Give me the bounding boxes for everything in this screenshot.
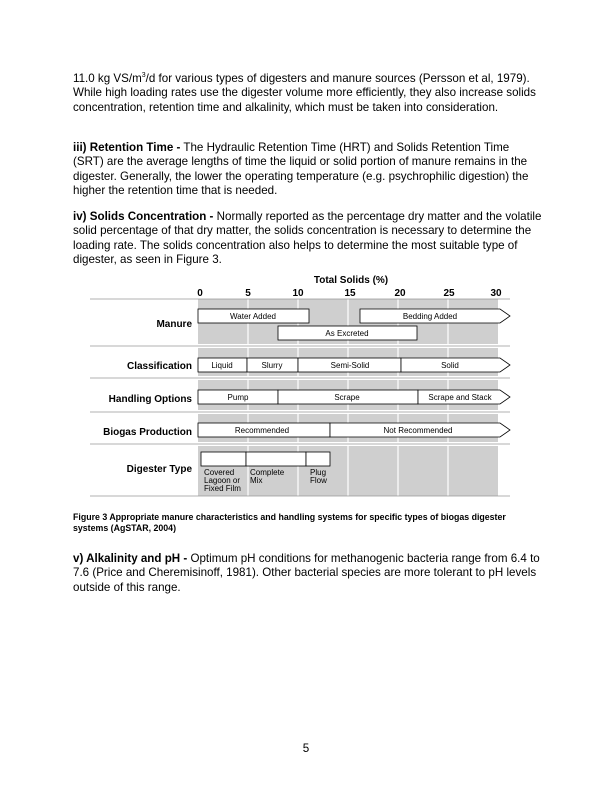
tick-label: 5 [245, 288, 251, 299]
paragraph-alkalinity [73, 552, 543, 595]
digester-label: Complete [250, 468, 285, 477]
row-label-classification: Classification [126, 361, 192, 372]
bar-complete-mix [246, 452, 306, 466]
digester-label: Mix [250, 476, 263, 485]
bar-label: Bedding Added [402, 312, 458, 321]
axis-ticks [197, 288, 502, 299]
paragraph-text: Normally reported as the percentage dry matter and the volatile solid percentage of that dry matter, the solids concentration is necessary to determine the loading rate. The solids concentration also helps to determine the most suitable type of digester, as seen in Figure 3. [73, 210, 542, 267]
bar-label: Recommended [234, 426, 290, 435]
page-number: 5 [302, 742, 310, 755]
digester-label: Covered [204, 468, 235, 477]
bar-covered-lagoon [201, 452, 246, 466]
bar-label: Solid [441, 361, 459, 370]
row-label-digester: Digester Type [126, 464, 192, 475]
tick-label: 25 [443, 288, 455, 299]
axis-title: Total Solids (%) [313, 275, 389, 286]
bar-label: As Excreted [325, 329, 369, 338]
row-label-manure: Manure [156, 319, 192, 330]
bar-label: Not Recommended [383, 426, 453, 435]
row-label-biogas: Biogas Production [103, 427, 192, 438]
section-heading: iii) Retention Time - [73, 141, 181, 154]
digester-label: Flow [310, 476, 327, 485]
paragraph-text: 11.0 kg $VS/m^3/d$ for various types of digesters and manure sources (Persson et al, 1979). While high loading rates use the digester volume more efficiently, they also increase solids concentration, retention time and alkalinity, which must be taken into consideration. [73, 72, 536, 114]
digester-label: Lagoon or [204, 476, 241, 485]
bar-label: Pump [227, 393, 249, 402]
bar-label: Slurry [261, 361, 283, 370]
bar-label: Water Added [230, 312, 276, 321]
paragraph-text: The Hydraulic Retention Time (HRT) and Solids Retention Time (SRT) are the average lengths of time the liquid or solid portion of manure remains in the digester. Generally, the lower the operating temperature (e.g. psychrophilic digestion) the higher the retention time that is needed. [73, 141, 529, 198]
bar-label: Scrape and Stack [428, 393, 492, 402]
tick-label: 0 [197, 288, 203, 299]
section-heading: v) Alkalinity and pH - [73, 552, 188, 565]
bar-label: Liquid [211, 361, 233, 370]
bar-label: Scrape [334, 393, 360, 402]
tick-label: 15 [344, 288, 356, 299]
tick-label: 10 [292, 288, 304, 299]
tick-label: 30 [490, 288, 502, 299]
paragraph-text: Optimum pH conditions for methanogenic bacteria range from 6.4 to 7.6 (Price and Cheremisinoff, 1981). Other bacterial species are more tolerant to pH levels outside of this range. [73, 552, 540, 594]
row-labels [103, 319, 192, 475]
tick-label: 20 [394, 288, 406, 299]
bar-plug-flow [306, 452, 330, 466]
row-label-handling: Handling Options [108, 394, 192, 405]
digester-label: Fixed Film [204, 484, 241, 493]
digester-label: Plug [310, 468, 327, 477]
figure-caption: Figure 3 Appropriate manure characteristics and handling systems for specific types of biogas digester systems (AgSTAR, 2004) [73, 512, 506, 533]
section-heading: iv) Solids Concentration - [73, 210, 214, 223]
bar-label: Semi-Solid [330, 361, 370, 370]
